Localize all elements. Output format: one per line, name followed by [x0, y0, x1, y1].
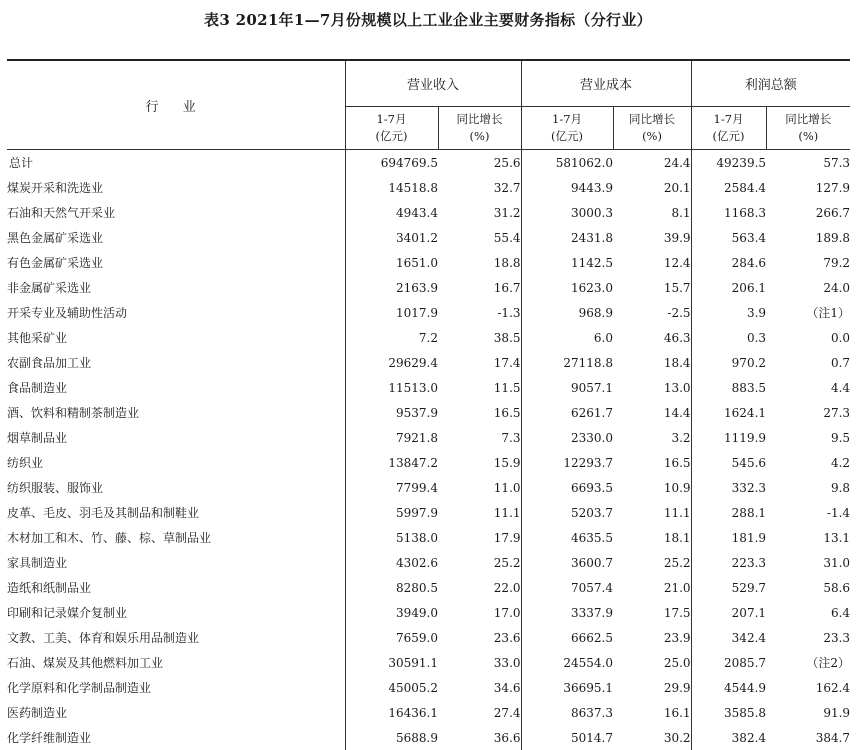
revenue-growth: 31.2	[438, 200, 521, 225]
profit-growth: 58.6	[766, 575, 850, 600]
revenue-growth: 15.9	[438, 450, 521, 475]
revenue-growth: 22.0	[438, 575, 521, 600]
profit-growth-header: 同比增长 (%)	[766, 107, 850, 150]
cost-value: 9443.9	[521, 175, 613, 200]
industry-name: 印刷和记录媒介复制业	[7, 600, 345, 625]
revenue-growth: 18.8	[438, 250, 521, 275]
revenue-value: 16436.1	[345, 700, 438, 725]
industry-name: 文教、工美、体育和娱乐用品制造业	[7, 625, 345, 650]
cost-value: 36695.1	[521, 675, 613, 700]
profit-value: 223.3	[691, 550, 766, 575]
profit-value: 970.2	[691, 350, 766, 375]
profit-growth: -1.4	[766, 500, 850, 525]
profit-growth: 266.7	[766, 200, 850, 225]
profit-value: 332.3	[691, 475, 766, 500]
revenue-growth: 11.1	[438, 500, 521, 525]
profit-value: 0.3	[691, 325, 766, 350]
profit-value: 181.9	[691, 525, 766, 550]
revenue-value: 1651.0	[345, 250, 438, 275]
profit-value: 342.4	[691, 625, 766, 650]
revenue-value: 7799.4	[345, 475, 438, 500]
profit-value: 3.9	[691, 300, 766, 325]
table-row	[7, 675, 850, 700]
profit-value: 206.1	[691, 275, 766, 300]
revenue-growth: -1.3	[438, 300, 521, 325]
cost-growth: 46.3	[613, 325, 691, 350]
table-row	[7, 325, 850, 350]
header-row-groups	[7, 60, 850, 107]
revenue-growth: 11.5	[438, 375, 521, 400]
industry-name: 黑色金属矿采选业	[7, 225, 345, 250]
cost-value: 4635.5	[521, 525, 613, 550]
profit-value: 563.4	[691, 225, 766, 250]
revenue-value: 45005.2	[345, 675, 438, 700]
industry-name: 非金属矿采选业	[7, 275, 345, 300]
cost-value: 6693.5	[521, 475, 613, 500]
profit-value: 3585.8	[691, 700, 766, 725]
cost-value: 1623.0	[521, 275, 613, 300]
cost-growth: 16.1	[613, 700, 691, 725]
profit-value: 1168.3	[691, 200, 766, 225]
profit-growth: 9.5	[766, 425, 850, 450]
profit-growth: （注2）	[766, 650, 850, 675]
cost-growth: 14.4	[613, 400, 691, 425]
industry-name: 造纸和纸制品业	[7, 575, 345, 600]
revenue-growth: 25.2	[438, 550, 521, 575]
cost-value: 6261.7	[521, 400, 613, 425]
industry-name: 其他采矿业	[7, 325, 345, 350]
profit-value: 382.4	[691, 725, 766, 750]
cost-value: 2431.8	[521, 225, 613, 250]
profit-value: 2584.4	[691, 175, 766, 200]
cost-growth: 23.9	[613, 625, 691, 650]
industry-name: 纺织服装、服饰业	[7, 475, 345, 500]
cost-value: 5203.7	[521, 500, 613, 525]
revenue-growth: 23.6	[438, 625, 521, 650]
revenue-value: 2163.9	[345, 275, 438, 300]
cost-value: 6662.5	[521, 625, 613, 650]
revenue-growth: 38.5	[438, 325, 521, 350]
table-row	[7, 175, 850, 200]
revenue-growth: 32.7	[438, 175, 521, 200]
profit-value: 49239.5	[691, 150, 766, 176]
cost-growth: 12.4	[613, 250, 691, 275]
profit-period-header: 1-7月 (亿元)	[691, 107, 766, 150]
table-row	[7, 275, 850, 300]
industry-name: 酒、饮料和精制茶制造业	[7, 400, 345, 425]
cost-growth: 3.2	[613, 425, 691, 450]
revenue-growth: 16.7	[438, 275, 521, 300]
revenue-value: 694769.5	[345, 150, 438, 176]
industry-name: 有色金属矿采选业	[7, 250, 345, 275]
revenue-value: 4943.4	[345, 200, 438, 225]
profit-growth: 189.8	[766, 225, 850, 250]
table-row	[7, 500, 850, 525]
industry-name: 医药制造业	[7, 700, 345, 725]
table-row	[7, 300, 850, 325]
profit-growth: 27.3	[766, 400, 850, 425]
industry-name: 煤炭开采和洗选业	[7, 175, 345, 200]
profit-growth: 91.9	[766, 700, 850, 725]
revenue-growth: 17.4	[438, 350, 521, 375]
industry-name: 化学纤维制造业	[7, 725, 345, 750]
revenue-value: 5138.0	[345, 525, 438, 550]
revenue-value: 1017.9	[345, 300, 438, 325]
revenue-growth: 17.0	[438, 600, 521, 625]
revenue-growth: 25.6	[438, 150, 521, 176]
table-row	[7, 350, 850, 375]
profit-growth: 13.1	[766, 525, 850, 550]
revenue-value: 9537.9	[345, 400, 438, 425]
revenue-value: 8280.5	[345, 575, 438, 600]
cost-growth: 25.2	[613, 550, 691, 575]
revenue-value: 11513.0	[345, 375, 438, 400]
cost-growth: 15.7	[613, 275, 691, 300]
cost-value: 8637.3	[521, 700, 613, 725]
cost-growth: 10.9	[613, 475, 691, 500]
cost-growth: 29.9	[613, 675, 691, 700]
cost-value: 7057.4	[521, 575, 613, 600]
table-row	[7, 700, 850, 725]
cost-growth: 11.1	[613, 500, 691, 525]
revenue-value: 3401.2	[345, 225, 438, 250]
industry-name: 化学原料和化学制品制造业	[7, 675, 345, 700]
industry-name: 石油、煤炭及其他燃料加工业	[7, 650, 345, 675]
revenue-growth: 16.5	[438, 400, 521, 425]
cost-growth: 18.4	[613, 350, 691, 375]
profit-growth: 4.4	[766, 375, 850, 400]
profit-growth: 6.4	[766, 600, 850, 625]
cost-value: 24554.0	[521, 650, 613, 675]
profit-growth: 79.2	[766, 250, 850, 275]
revenue-growth: 34.6	[438, 675, 521, 700]
total-row	[7, 150, 850, 176]
table-row	[7, 225, 850, 250]
revenue-value: 14518.8	[345, 175, 438, 200]
profit-value: 1624.1	[691, 400, 766, 425]
table-row	[7, 575, 850, 600]
table-row	[7, 725, 850, 750]
revenue-growth: 36.6	[438, 725, 521, 750]
profit-value: 4544.9	[691, 675, 766, 700]
revenue-value: 7921.8	[345, 425, 438, 450]
industry-name: 皮革、毛皮、羽毛及其制品和制鞋业	[7, 500, 345, 525]
table-row	[7, 550, 850, 575]
profit-value: 288.1	[691, 500, 766, 525]
cost-growth: -2.5	[613, 300, 691, 325]
table-row	[7, 250, 850, 275]
table-body	[7, 150, 850, 750]
profit-growth: 0.0	[766, 325, 850, 350]
cost-growth: 30.2	[613, 725, 691, 750]
profit-growth: 384.7	[766, 725, 850, 750]
revenue-value: 4302.6	[345, 550, 438, 575]
cost-value: 1142.5	[521, 250, 613, 275]
industry-name: 开采专业及辅助性活动	[7, 300, 345, 325]
cost-growth: 21.0	[613, 575, 691, 600]
revenue-growth: 11.0	[438, 475, 521, 500]
cost-value: 968.9	[521, 300, 613, 325]
revenue-header: 营业收入	[345, 60, 521, 107]
profit-value: 545.6	[691, 450, 766, 475]
cost-growth: 39.9	[613, 225, 691, 250]
cost-growth: 24.4	[613, 150, 691, 176]
revenue-growth: 55.4	[438, 225, 521, 250]
profit-value: 883.5	[691, 375, 766, 400]
cost-value: 3337.9	[521, 600, 613, 625]
table-row	[7, 525, 850, 550]
cost-value: 6.0	[521, 325, 613, 350]
revenue-growth: 17.9	[438, 525, 521, 550]
revenue-growth: 27.4	[438, 700, 521, 725]
cost-growth: 16.5	[613, 450, 691, 475]
cost-growth: 8.1	[613, 200, 691, 225]
table-row	[7, 400, 850, 425]
profit-growth: 0.7	[766, 350, 850, 375]
revenue-value: 29629.4	[345, 350, 438, 375]
cost-value: 581062.0	[521, 150, 613, 176]
table-row	[7, 600, 850, 625]
revenue-value: 13847.2	[345, 450, 438, 475]
cost-value: 9057.1	[521, 375, 613, 400]
revenue-value: 5688.9	[345, 725, 438, 750]
cost-growth-header: 同比增长 (%)	[613, 107, 691, 150]
profit-growth: 57.3	[766, 150, 850, 176]
profit-value: 284.6	[691, 250, 766, 275]
cost-value: 2330.0	[521, 425, 613, 450]
table-row	[7, 375, 850, 400]
cost-value: 27118.8	[521, 350, 613, 375]
profit-growth: 23.3	[766, 625, 850, 650]
revenue-value: 5997.9	[345, 500, 438, 525]
cost-value: 3600.7	[521, 550, 613, 575]
cost-value: 12293.7	[521, 450, 613, 475]
profit-growth: 9.8	[766, 475, 850, 500]
cost-value: 3000.3	[521, 200, 613, 225]
industry-name: 石油和天然气开采业	[7, 200, 345, 225]
industry-name: 烟草制品业	[7, 425, 345, 450]
profit-growth: 162.4	[766, 675, 850, 700]
profit-value: 1119.9	[691, 425, 766, 450]
revenue-period-header: 1-7月 (亿元)	[345, 107, 438, 150]
table-title: 表3 2021年1—7月份规模以上工业企业主要财务指标（分行业）	[0, 9, 856, 30]
industry-name: 食品制造业	[7, 375, 345, 400]
table-row	[7, 200, 850, 225]
cost-growth: 25.0	[613, 650, 691, 675]
revenue-growth: 7.3	[438, 425, 521, 450]
table-row	[7, 450, 850, 475]
financial-indicators-table	[7, 59, 850, 750]
cost-growth: 13.0	[613, 375, 691, 400]
industry-name: 家具制造业	[7, 550, 345, 575]
profit-growth: 31.0	[766, 550, 850, 575]
industry-name: 农副食品加工业	[7, 350, 345, 375]
industry-name: 总计	[7, 150, 345, 176]
revenue-growth: 33.0	[438, 650, 521, 675]
profit-growth: 127.9	[766, 175, 850, 200]
revenue-value: 30591.1	[345, 650, 438, 675]
table-row	[7, 425, 850, 450]
profit-growth: （注1）	[766, 300, 850, 325]
industry-header: 行 业	[7, 60, 345, 150]
cost-header: 营业成本	[521, 60, 691, 107]
cost-growth: 18.1	[613, 525, 691, 550]
cost-period-header: 1-7月 (亿元)	[521, 107, 613, 150]
profit-value: 207.1	[691, 600, 766, 625]
revenue-value: 3949.0	[345, 600, 438, 625]
revenue-growth-header: 同比增长 (%)	[438, 107, 521, 150]
revenue-value: 7659.0	[345, 625, 438, 650]
industry-name: 木材加工和木、竹、藤、棕、草制品业	[7, 525, 345, 550]
table-row	[7, 625, 850, 650]
profit-header: 利润总额	[691, 60, 850, 107]
profit-value: 2085.7	[691, 650, 766, 675]
profit-growth: 4.2	[766, 450, 850, 475]
cost-growth: 20.1	[613, 175, 691, 200]
table-row	[7, 650, 850, 675]
industry-name: 纺织业	[7, 450, 345, 475]
revenue-value: 7.2	[345, 325, 438, 350]
table-row	[7, 475, 850, 500]
profit-value: 529.7	[691, 575, 766, 600]
profit-growth: 24.0	[766, 275, 850, 300]
cost-value: 5014.7	[521, 725, 613, 750]
cost-growth: 17.5	[613, 600, 691, 625]
